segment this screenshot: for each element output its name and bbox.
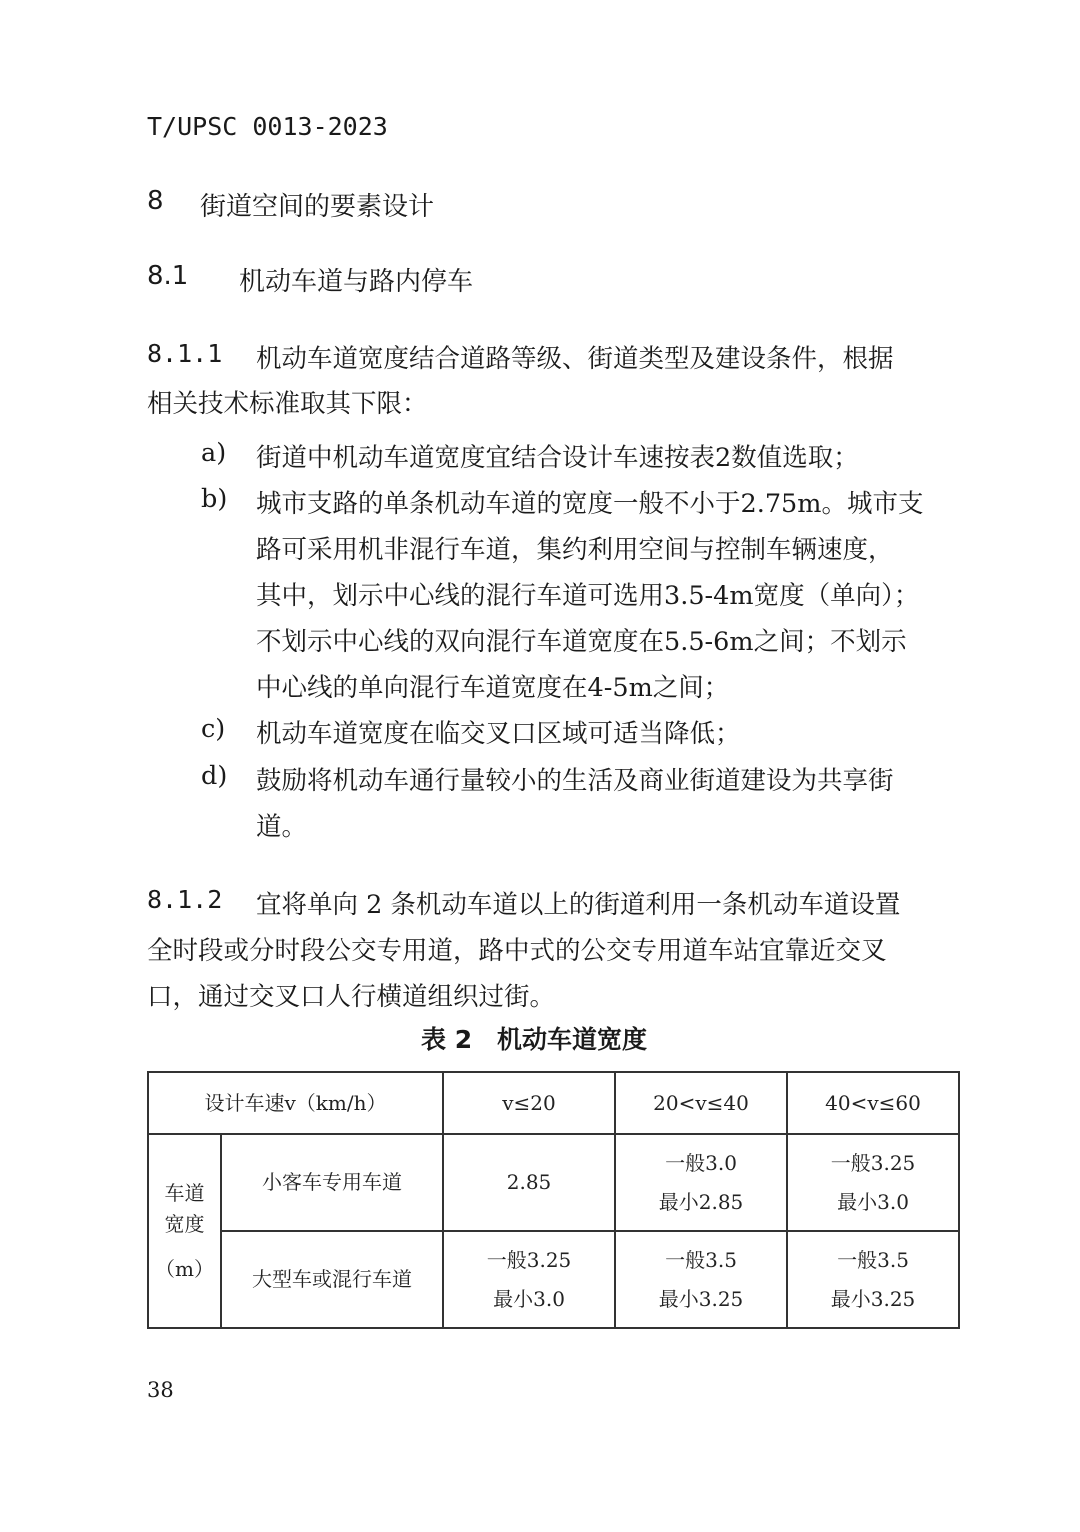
list-item-text: 中心线的单向混行车道宽度在4-5m之间； [256,673,730,703]
table-caption-number: 表 2 [421,1025,473,1054]
page-number: 38 [147,1378,174,1402]
table-cell-value: 一般3.5 [837,1247,909,1272]
table-cell [443,1134,615,1231]
table-cell-value: 最小2.85 [658,1189,744,1214]
section-title: 机动车道与路内停车 [239,267,474,297]
list-item-text: 道。 [256,812,308,842]
list-item-label: a) [201,438,227,468]
list-item-text: 街道中机动车道宽度宜结合设计车速按表2数值选取； [256,443,859,473]
table-cell-value: 最小3.25 [658,1286,744,1311]
table-row-name: 小客车专用车道 [221,1134,443,1231]
document-code: T/UPSC 0013-2023 [147,112,388,141]
clause-text-line: 相关技术标准取其下限： [147,389,428,419]
table-row [148,1134,959,1231]
table-cell-value: 一般3.5 [665,1247,737,1272]
table-header-speed-label: 设计车速v（km/h） [148,1072,443,1134]
table-header-row [148,1072,959,1134]
clause-text-line: 口，通过交叉口人行横道组织过街。 [147,982,556,1012]
list-item-text: 城市支路的单条机动车道的宽度一般不小于2.75m。城市支 [256,489,924,519]
table-row-name: 大型车或混行车道 [221,1231,443,1328]
table-cell-value: 最小3.0 [493,1286,565,1311]
row-group-label-line: 车道 [164,1180,205,1205]
clause-text-line: 全时段或分时段公交专用道，路中式的公交专用道车站宜靠近交叉 [147,936,887,966]
list-item-text: 鼓励将机动车通行量较小的生活及商业街道建设为共享街 [256,766,894,796]
table-header-speed: 40<v≤60 [787,1072,959,1134]
list-item-text: 其中，划示中心线的混行车道可选用3.5-4m宽度（单向）； [256,581,920,611]
table-header-speed: 20<v≤40 [615,1072,787,1134]
clause-text-line: 宜将单向 2 条机动车道以上的街道利用一条机动车道设置 [256,890,901,920]
table-row-group-label [148,1134,221,1328]
table-cell [615,1134,787,1231]
row-group-label-line: （m） [155,1256,214,1281]
table-cell-value: 2.85 [506,1170,552,1194]
chapter-title: 街道空间的要素设计 [200,192,435,222]
list-item-label: c) [201,714,226,744]
table-caption-title: 机动车道宽度 [497,1025,648,1054]
lane-width-table [147,1071,960,1329]
table-cell [787,1231,959,1328]
table-cell-value: 一般3.0 [665,1150,737,1175]
clause-number: 8.1.2 [147,885,223,914]
list-item-text: 不划示中心线的双向混行车道宽度在5.5-6m之间；不划示 [256,627,907,657]
list-item-text: 路可采用机非混行车道，集约利用空间与控制车辆速度， [256,535,894,565]
clause-number: 8.1.1 [147,339,223,368]
table-cell-value: 最小3.25 [830,1286,916,1311]
table-cell [443,1231,615,1328]
clause-text-line: 机动车道宽度结合道路等级、街道类型及建设条件，根据 [256,344,894,374]
chapter-number: 8 [147,186,164,216]
section-number: 8.1 [147,261,189,291]
table-cell [787,1134,959,1231]
table-header-speed: v≤20 [443,1072,615,1134]
list-item-label: b) [201,484,228,514]
table-cell-value: 最小3.0 [837,1189,909,1214]
row-group-label-line: 宽度 [164,1211,205,1236]
list-item-text: 机动车道宽度在临交叉口区域可适当降低； [256,719,741,749]
table-cell [615,1231,787,1328]
list-item-label: d) [201,761,228,791]
table-cell-value: 一般3.25 [830,1150,916,1175]
table-cell-value: 一般3.25 [486,1247,572,1272]
table-row [148,1231,959,1328]
